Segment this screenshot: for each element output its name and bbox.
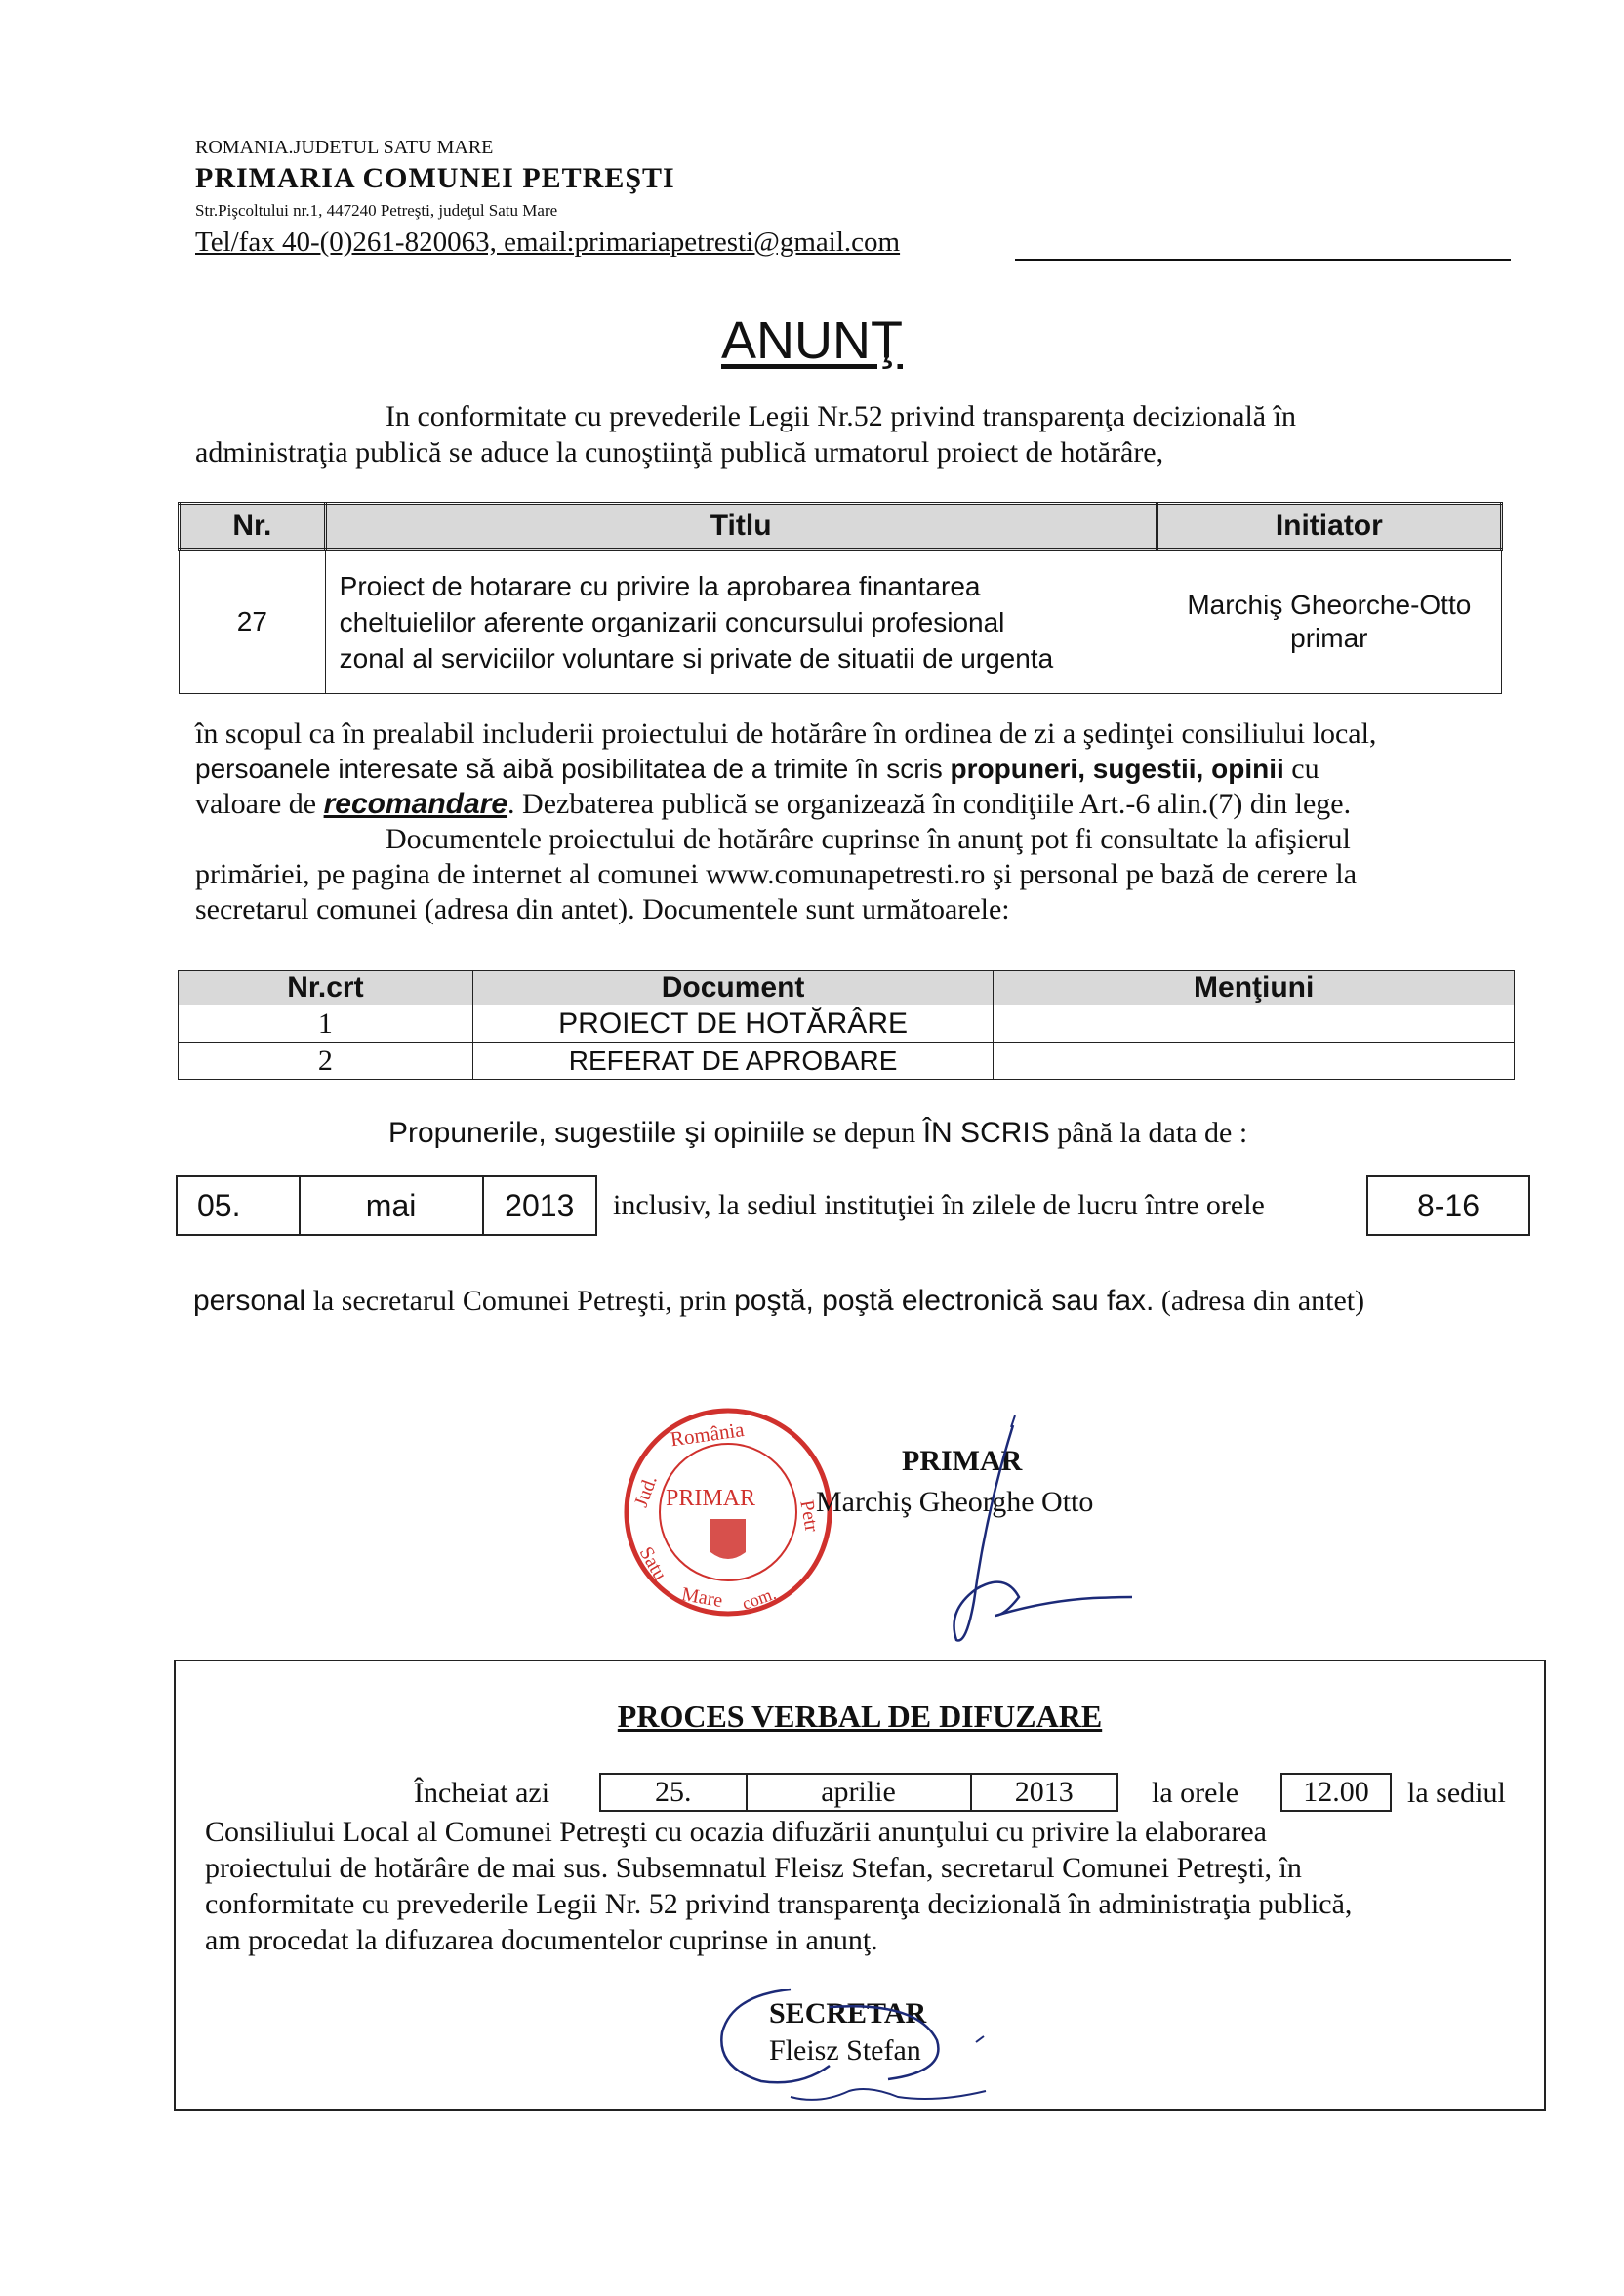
header-address: Str.Pişcoltului nr.1, 447240 Petreşti, judeţul Satu Mare (195, 201, 558, 220)
project-nr: 27 (180, 550, 326, 694)
body-line-4: Documentele proiectului de hotărâre cuprinse în anunţ pot fi consultate la afişierul (386, 823, 1351, 855)
secretary-role: SECRETAR (769, 1997, 927, 2030)
deadline-lead-text: până la data de : (1049, 1117, 1248, 1149)
project-table (178, 502, 1503, 694)
deadline-month: mai (300, 1176, 483, 1235)
stamp-text-right: Petr (795, 1498, 823, 1534)
proces-verbal-title: PROCES VERBAL DE DIFUZARE (617, 1699, 1103, 1734)
secretary-name: Fleisz Stefan (769, 2034, 921, 2067)
pv-lead: Încheiat azi (414, 1777, 550, 1809)
pv-hour: 12.00 (1281, 1774, 1391, 1811)
body-line-5: primăriei, pe pagina de internet al comunei www.comunapetresti.ro şi personal pe bază de cerere la (195, 858, 1358, 890)
pv-day: 25. (600, 1774, 747, 1811)
deadline-hours-box (1366, 1175, 1530, 1236)
body-line-2-bold: propuneri, sugestii, opinii (950, 754, 1284, 784)
project-title-line: cheltuielilor aferente organizarii concursului profesional (339, 606, 1005, 637)
table-row (180, 550, 1502, 694)
body-line-1: în scopul ca în prealabil includerii proiectului de hotărâre în ordinea de zi a şedinţei consiliului local, (195, 718, 1377, 750)
deadline-tail-text: personal (193, 1285, 306, 1317)
col-header-initiator: Initiator (1157, 504, 1501, 550)
deadline-tail (193, 1285, 1364, 1318)
stamp-text-left: Jud. (629, 1472, 662, 1510)
pv-line-3: proiectului de hotărâre de mai sus. Subsemnatul Fleisz Stefan, secretarul Comunei Petreşti, în (205, 1852, 1302, 1884)
stamp-text-bottom-2: com. (739, 1582, 779, 1614)
body-line-3-text: valoare de (195, 788, 324, 820)
intro-line-2: administraţia publică se aduce la cunoştiinţă publică urmatorul proiect de hotărâre, (195, 436, 1164, 469)
body-paragraph (195, 717, 1522, 927)
pv-at-seat: la sediul (1407, 1777, 1506, 1809)
secretary-signature-icon (703, 1982, 1015, 2118)
col-header-document: Document (472, 971, 994, 1005)
pv-month: aprilie (747, 1774, 971, 1811)
deadline-tail-text: (adresa din antet) (1154, 1285, 1365, 1317)
initiator-name: Marchiş Gheorche-Otto (1187, 590, 1472, 620)
header-contact: Tel/fax 40-(0)261-820063, email:primariapetresti@gmail.com (195, 226, 901, 258)
header-country-line: ROMANIA.JUDETUL SATU MARE (195, 137, 494, 158)
table-row (179, 1005, 1515, 1043)
project-initiator (1157, 550, 1501, 694)
doc-mentiuni (994, 1043, 1515, 1080)
intro-line-1: In conformitate cu prevederile Legii Nr.52 privind transparenţa decizională în (386, 400, 1296, 432)
doc-nr: 2 (179, 1043, 473, 1080)
document-title: ANUNŢ (721, 311, 903, 370)
col-header-titlu: Titlu (325, 504, 1157, 550)
stamp-coat-of-arms-icon (710, 1519, 746, 1559)
project-title-line: zonal al serviciilor voluntare si private de situatii de urgenta (339, 642, 1054, 674)
doc-mentiuni (994, 1005, 1515, 1043)
pv-body (205, 1814, 1542, 1958)
stamp-text-center: PRIMAR (666, 1486, 756, 1511)
deadline-middle-text: inclusiv, la sediul instituţiei în zilele de lucru între orele (613, 1189, 1265, 1221)
body-line-3 (195, 787, 1522, 822)
col-header-nr: Nr. (180, 504, 326, 550)
mayor-signature-icon (898, 1406, 1142, 1660)
project-title (325, 550, 1157, 694)
documents-table-header (179, 971, 1515, 1005)
header-institution-name: PRIMARIA COMUNEI PETREŞTI (195, 162, 675, 194)
table-row (179, 1043, 1515, 1080)
body-line-2 (195, 752, 1522, 787)
header-rule (1015, 259, 1511, 261)
pv-line-5: am procedat la difuzarea documentelor cuprinse in anunţ. (205, 1924, 878, 1956)
stamp-text-bottom: Mare (679, 1583, 725, 1613)
col-header-nrcrt: Nr.crt (179, 971, 473, 1005)
body-line-2-end: cu (1283, 753, 1320, 785)
pv-line-4: conformitate cu prevederile Legii Nr. 52 privind transparenţa decizională în administraţia publică, (205, 1888, 1353, 1920)
body-line-2-text: persoanele interesate să aibă posibilitatea de a trimite în scris (195, 754, 951, 784)
deadline-tail-text: la secretarul Comunei Petreşti, prin (305, 1285, 735, 1317)
doc-name: PROIECT DE HOTĂRÂRE (472, 1005, 994, 1043)
mayor-role: PRIMAR (902, 1445, 1023, 1477)
project-title-line: Proiect de hotarare cu privire la aprobarea finantarea (339, 570, 981, 601)
body-line-3-end: . Dezbaterea publică se organizează în condiţiile Art.-6 alin.(7) din lege. (508, 788, 1352, 820)
doc-nr: 1 (179, 1005, 473, 1043)
official-stamp (621, 1404, 835, 1620)
deadline-tail-channels: poştă, poştă electronică sau fax. (734, 1285, 1155, 1317)
deadline-day: 05. (177, 1176, 300, 1235)
pv-hour-box (1280, 1773, 1392, 1812)
deadline-year: 2013 (483, 1176, 596, 1235)
deadline-hours: 8-16 (1367, 1176, 1529, 1235)
documents-table (178, 970, 1515, 1080)
deadline-lead-text: se depun (804, 1117, 923, 1149)
pv-date-box (599, 1773, 1118, 1812)
pv-year: 2013 (971, 1774, 1117, 1811)
deadline-lead-text: Propunerile, sugestiile şi opiniile (388, 1117, 805, 1149)
body-line-6: secretarul comunei (adresa din antet). Documentele sunt următoarele: (195, 893, 1010, 925)
pv-at-hour: la orele (1152, 1777, 1239, 1809)
doc-name: REFERAT DE APROBARE (472, 1043, 994, 1080)
stamp-text-top: România (669, 1417, 746, 1452)
initiator-role: primar (1290, 623, 1368, 653)
col-header-mentiuni: Menţiuni (994, 971, 1515, 1005)
deadline-lead-in-scris: ÎN SCRIS (922, 1117, 1050, 1149)
deadline-lead (388, 1117, 1247, 1150)
body-line-3-emphasis: recomandare (323, 788, 508, 820)
deadline-date-box (176, 1175, 597, 1236)
pv-line-2: Consiliului Local al Comunei Petreşti cu ocazia difuzării anunţului cu privire la elaborarea (205, 1816, 1267, 1848)
mayor-name: Marchiş Gheorghe Otto (816, 1486, 1094, 1518)
intro-paragraph (195, 398, 1513, 471)
project-table-header (180, 504, 1502, 550)
stamp-text-left-2: Satu (634, 1542, 671, 1584)
